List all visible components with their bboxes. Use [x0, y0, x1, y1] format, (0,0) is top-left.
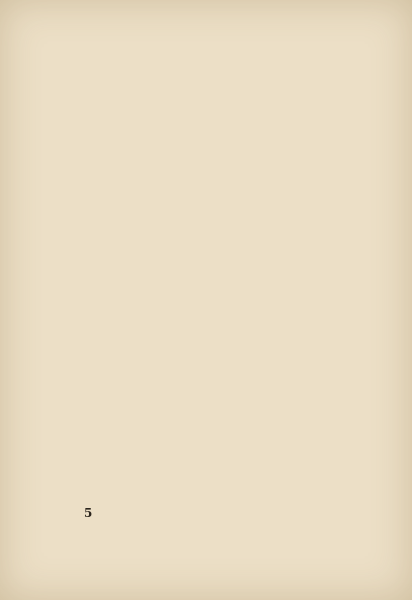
page-footer: [84, 506, 354, 524]
signature-number: 5: [84, 506, 93, 520]
